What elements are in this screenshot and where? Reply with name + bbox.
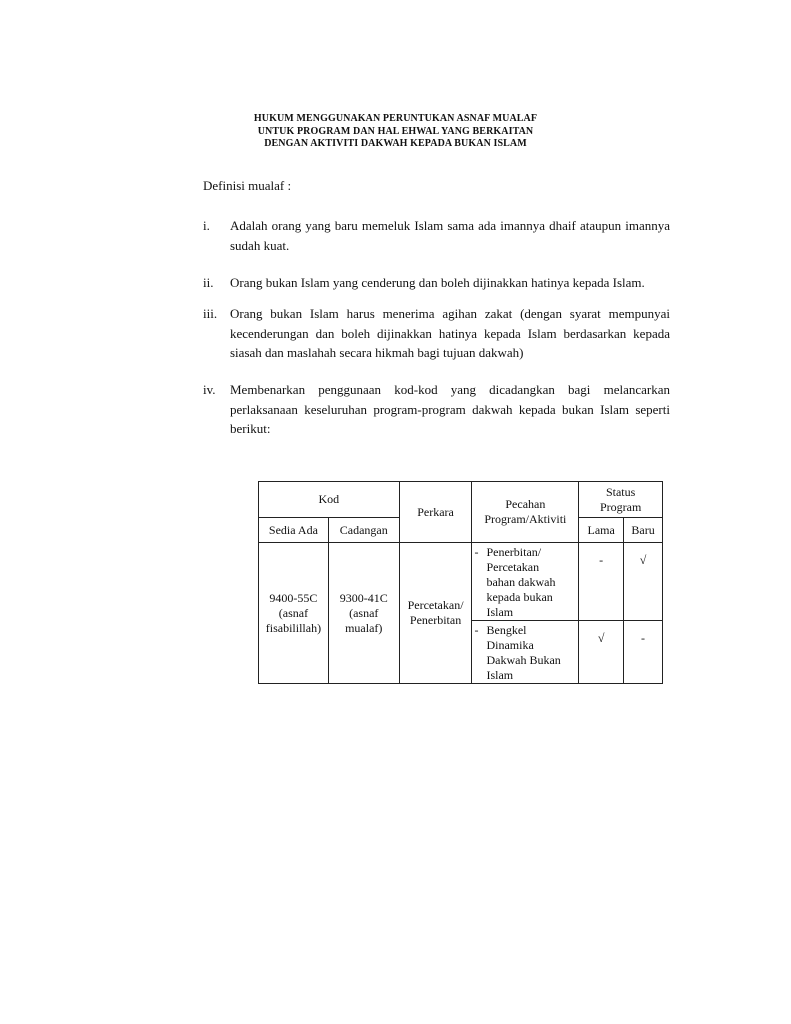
activity-line: Penerbitan/ [486,545,542,559]
item-number: iv. [203,382,216,397]
activity-cell [472,543,579,621]
item-line: berikut: [230,421,271,436]
title-line-3: DENGAN AKTIVITI DAKWAH KEPADA BUKAN ISLAM [264,138,527,149]
item-line: sudah kuat. [230,237,290,253]
cell-cadangan [328,543,399,684]
cell-line: (asnaf [278,605,309,620]
status-baru: √ [624,543,663,621]
status-lama: √ [579,621,624,684]
header-sedia-ada: Sedia Ada [259,518,329,543]
activity-line: Dakwah Bukan [486,653,561,667]
cell-line: 9400-55C [269,590,318,605]
definition-item-i [203,216,670,255]
cell-perkara [399,543,472,684]
item-line: Orang bukan Islam yang cenderung dan boleh dijinakkan hatinya kepada Islam. [230,275,645,290]
cell-sedia-ada [259,543,329,684]
header-lama: Lama [579,518,624,543]
activity-dash: - [474,623,479,637]
header-pecahan-line: Pecahan [505,497,546,511]
header-baru: Baru [624,518,663,543]
item-line: Membenarkan penggunaan kod-kod yang dicadangkan bagi melancarkan [230,382,670,397]
activity-cell [472,621,579,684]
item-number: ii. [203,275,214,290]
cell-line: (asnaf [349,605,379,620]
item-line: siasah dan maslahah secara hikmah bagi tujuan dakwah) [230,345,524,360]
title-line-2: UNTUK PROGRAM DAN HAL EHWAL YANG BERKAITAN [257,125,534,137]
code-table [258,481,663,684]
header-pecahan [472,482,579,543]
title-line-1: HUKUM MENGGUNAKAN PERUNTUKAN ASNAF MUALAF [253,113,538,124]
cell-line: Penerbitan [409,613,462,627]
header-pecahan-line: Program/Aktiviti [484,512,567,526]
header-kod: Kod [259,482,400,518]
item-line: Orang bukan Islam harus menerima agihan zakat (dengan syarat mempunyai [230,306,670,321]
cell-line: fisabilillah) [265,620,322,635]
definition-heading: Definisi mualaf : [203,178,292,193]
cell-line: Percetakan/ [407,598,464,612]
activity-line: Islam [486,605,514,619]
definition-item-ii [203,273,670,293]
document-title [0,113,791,151]
status-lama: - [579,543,624,621]
item-number: i. [203,218,210,233]
status-baru: - [624,621,663,684]
activity-line: kepada bukan [486,590,553,604]
header-status [579,482,663,518]
header-status-line: Status [605,484,636,499]
header-status-line: Program [599,499,642,514]
header-perkara: Perkara [399,482,472,543]
item-line: kecenderungan dan boleh dijinakkan hatinya kepada Islam berdasarkan kepada [230,325,670,341]
item-line: perlaksanaan keseluruhan program-program dakwah kepada bukan Islam seperti [230,401,670,417]
cell-line: 9300-41C [339,590,388,605]
activity-line: Islam [486,668,514,682]
definition-item-iii [203,304,670,363]
activity-line: bahan dakwah [486,575,556,589]
activity-line: Bengkel [486,623,527,637]
activity-line: Percetakan [486,560,540,574]
activity-dash: - [474,545,479,559]
cell-line: mualaf) [345,620,383,635]
item-line: Adalah orang yang baru memeluk Islam sama ada imannya dhaif ataupun imannya [230,218,670,233]
activity-line: Dinamika [486,638,534,652]
item-number: iii. [203,306,218,321]
header-cadangan: Cadangan [328,518,399,543]
definition-item-iv [203,380,670,439]
